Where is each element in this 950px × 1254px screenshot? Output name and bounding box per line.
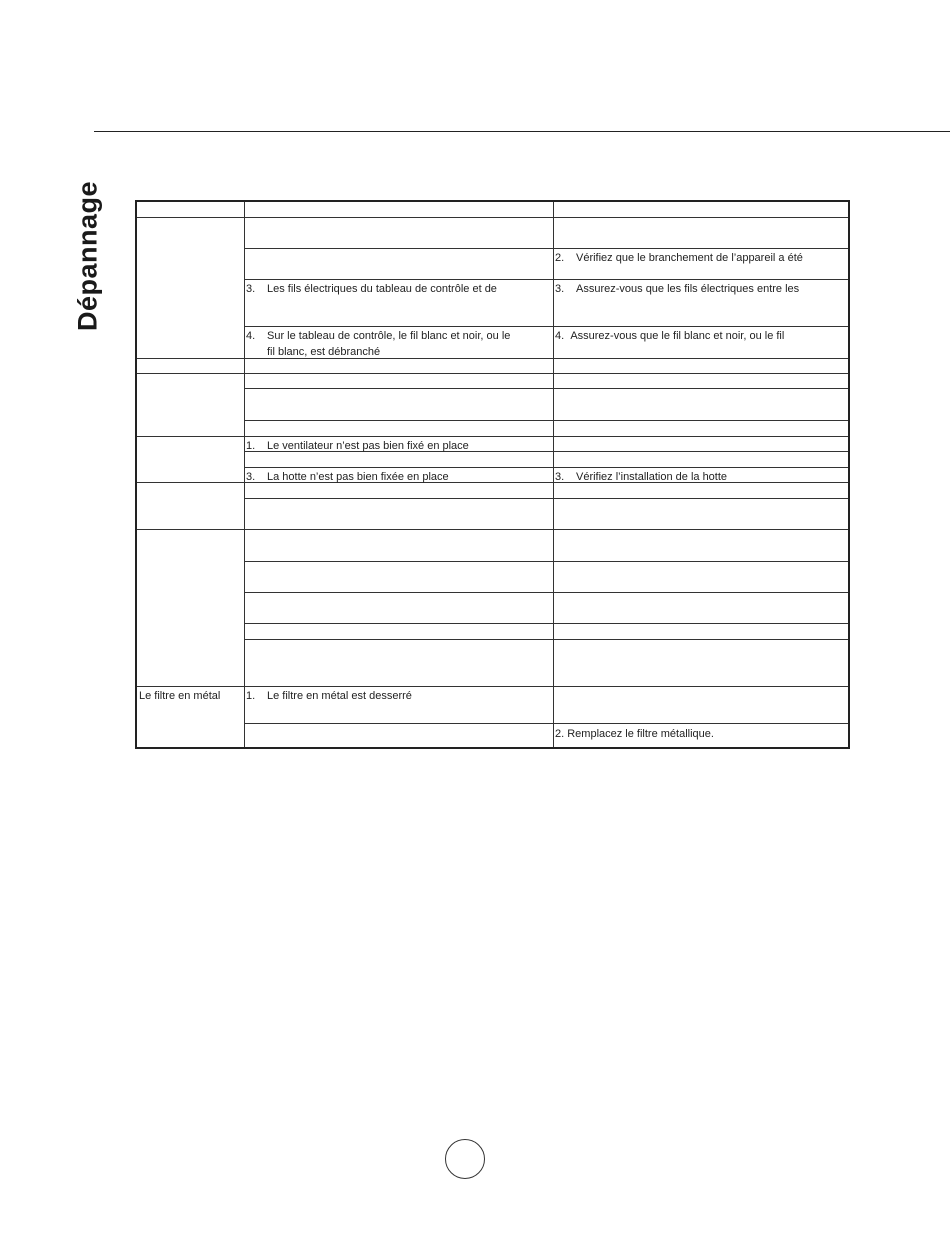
troubleshooting-table [135,200,850,749]
solution-cell [555,250,803,266]
solution-text: Vérifiez que le branchement de l’appareil a été [576,252,803,264]
solution-cell [555,328,784,344]
item-number: 3. [246,471,256,483]
row-divider [244,279,848,280]
page-number-circle [445,1139,485,1179]
item-number: 4. [555,330,565,342]
row-divider [137,686,848,687]
item-number: 3. [555,471,565,483]
row-divider [244,388,848,389]
row-divider [137,436,848,437]
row-divider [244,326,848,327]
column-divider [244,202,245,747]
column-divider [553,202,554,747]
row-divider [137,217,848,218]
item-number: 1. [246,440,256,452]
item-number: 3. [555,283,565,295]
solution-text: Vérifiez l’installation de la hotte [576,471,728,483]
solution-cell [555,469,727,485]
row-divider [244,723,848,724]
item-number: 4. [246,330,256,342]
solution-text: Assurez-vous que le fil blanc et noir, ou le fil [570,330,785,342]
item-number: 3. [246,283,256,295]
cause-text: fil blanc, est débranché [267,346,381,358]
page-title: Dépannage [72,180,103,332]
row-divider [244,248,848,249]
solution-text: 2. Remplacez le filtre métallique. [555,728,714,740]
solution-cell [555,726,714,742]
cause-cell [246,328,510,360]
solution-text: Assurez-vous que les fils électriques entre les [576,283,800,295]
row-divider [137,373,848,374]
row-divider [137,529,848,530]
row-divider [244,639,848,640]
cause-cell [246,438,469,454]
cause-text: Sur le tableau de contrôle, le fil blanc et noir, ou le [267,330,511,342]
problem-cell: Le filtre en métal [139,690,221,702]
cause-cell [246,281,497,297]
solution-cell [555,281,799,297]
cause-cell [246,469,449,485]
row-divider [244,467,848,468]
row-divider [244,592,848,593]
row-divider [137,482,848,483]
row-divider [244,623,848,624]
cause-text: Le ventilateur n’est pas bien fixé en place [267,440,469,452]
header-rule [94,131,950,132]
row-divider [244,561,848,562]
cause-text: Le filtre en métal est desserré [267,690,412,702]
cause-cell [246,688,412,704]
row-divider [244,498,848,499]
cause-text: La hotte n’est pas bien fixée en place [267,471,449,483]
row-divider [244,420,848,421]
item-number: 1. [246,690,256,702]
item-number: 2. [555,252,565,264]
cause-text: Les fils électriques du tableau de contrôle et de [267,283,497,295]
